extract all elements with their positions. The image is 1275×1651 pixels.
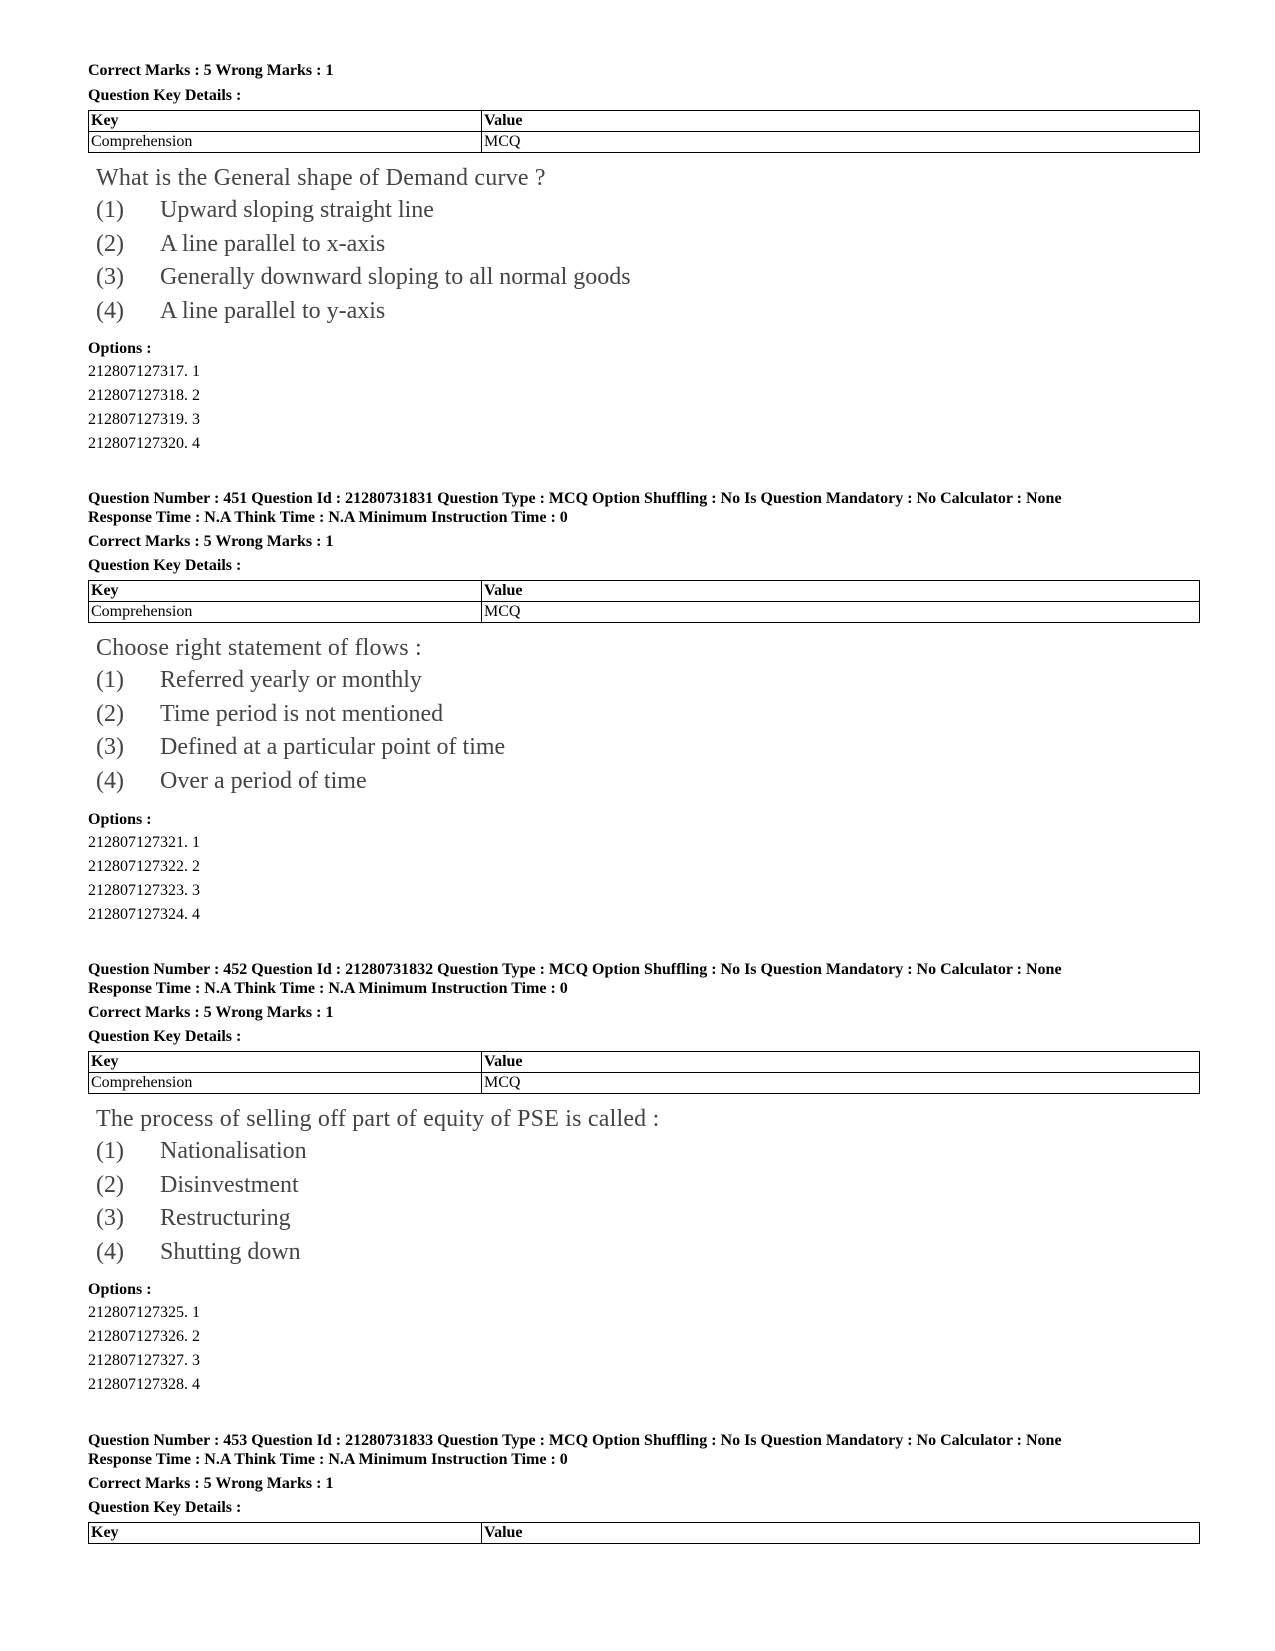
choice-number: (1) — [96, 667, 124, 693]
option-id: 212807127323. 3 — [88, 882, 200, 899]
choice-text: Defined at a particular point of time — [160, 734, 506, 760]
choice-text: Nationalisation — [160, 1138, 307, 1164]
table-header-value: Value — [482, 111, 1200, 132]
option-id: 212807127321. 1 — [88, 834, 200, 851]
choice-item — [96, 731, 505, 765]
table-cell-key: Comprehension — [89, 602, 482, 623]
table-cell-key: Comprehension — [89, 132, 482, 153]
options-label: Options : — [88, 811, 152, 828]
key-details-table — [88, 1051, 1200, 1094]
choice-text: Time period is not mentioned — [160, 700, 444, 727]
question-stem: Choose right statement of flows : — [96, 635, 422, 661]
choice-number: (1) — [96, 1138, 124, 1164]
question-image — [96, 1103, 659, 1269]
choice-text: A line parallel to y-axis — [160, 297, 386, 324]
table-header-key: Key — [89, 111, 482, 132]
question-stem: What is the General shape of Demand curve ? — [96, 165, 546, 191]
choice-number: (4) — [96, 297, 124, 324]
option-id: 212807127320. 4 — [88, 435, 200, 452]
marks-line: Correct Marks : 5 Wrong Marks : 1 — [88, 533, 334, 550]
question-timing-line: Response Time : N.A Think Time : N.A Minimum Instruction Time : 0 — [88, 1451, 568, 1468]
option-id: 212807127322. 2 — [88, 858, 200, 875]
choice-number: (4) — [96, 1238, 124, 1265]
choice-item — [96, 194, 631, 228]
key-details-label: Question Key Details : — [88, 1499, 242, 1516]
choice-item — [96, 1135, 659, 1169]
question-timing-line: Response Time : N.A Think Time : N.A Minimum Instruction Time : 0 — [88, 980, 568, 997]
marks-line: Correct Marks : 5 Wrong Marks : 1 — [88, 1475, 334, 1492]
question-header-line: Question Number : 451 Question Id : 21280731831 Question Type : MCQ Option Shuffling : No Is Question Mandatory : No Calculator : None — [88, 490, 1062, 507]
question-header-line: Question Number : 452 Question Id : 21280731832 Question Type : MCQ Option Shuffling : No Is Question Mandatory : No Calculator : None — [88, 961, 1062, 978]
key-details-label: Question Key Details : — [88, 557, 242, 574]
question-image — [96, 162, 631, 328]
option-id: 212807127325. 1 — [88, 1304, 200, 1321]
choice-number: (4) — [96, 767, 124, 794]
key-details-label: Question Key Details : — [88, 87, 242, 104]
table-header-value: Value — [482, 581, 1200, 602]
question-timing-line: Response Time : N.A Think Time : N.A Minimum Instruction Time : 0 — [88, 509, 568, 526]
option-id: 212807127319. 3 — [88, 411, 200, 428]
option-id: 212807127326. 2 — [88, 1328, 200, 1345]
choice-text: Generally downward sloping to all normal goods — [160, 264, 631, 290]
choice-text: A line parallel to x-axis — [160, 230, 386, 257]
option-id: 212807127324. 4 — [88, 906, 200, 923]
key-details-table — [88, 110, 1200, 153]
table-header-value: Value — [482, 1052, 1200, 1073]
choice-text: Disinvestment — [160, 1171, 299, 1198]
key-details-label: Question Key Details : — [88, 1028, 242, 1045]
choice-number: (3) — [96, 734, 124, 760]
option-id: 212807127317. 1 — [88, 363, 200, 380]
options-label: Options : — [88, 340, 152, 357]
choice-item — [96, 765, 505, 799]
choice-number: (1) — [96, 197, 124, 223]
choice-item — [96, 1236, 659, 1270]
marks-line: Correct Marks : 5 Wrong Marks : 1 — [88, 62, 334, 79]
question-header-line: Question Number : 453 Question Id : 21280731833 Question Type : MCQ Option Shuffling : No Is Question Mandatory : No Calculator : None — [88, 1432, 1062, 1449]
table-cell-value: MCQ — [482, 1073, 1200, 1094]
options-label: Options : — [88, 1281, 152, 1298]
choice-number: (3) — [96, 1205, 124, 1231]
table-cell-value: MCQ — [482, 132, 1200, 153]
table-header-key: Key — [89, 1523, 482, 1544]
option-id: 212807127327. 3 — [88, 1352, 200, 1369]
choice-item — [96, 295, 631, 329]
choice-text: Restructuring — [160, 1205, 291, 1231]
choice-number: (2) — [96, 230, 124, 257]
question-image — [96, 632, 505, 798]
table-cell-value: MCQ — [482, 602, 1200, 623]
question-stem: The process of selling off part of equity of PSE is called : — [96, 1106, 660, 1132]
choice-item — [96, 261, 631, 295]
choice-item — [96, 664, 505, 698]
table-cell-key: Comprehension — [89, 1073, 482, 1094]
choice-item — [96, 228, 631, 262]
choice-text: Over a period of time — [160, 767, 367, 794]
key-details-table — [88, 1522, 1200, 1544]
choice-number: (2) — [96, 700, 124, 727]
choice-text: Referred yearly or monthly — [160, 667, 422, 693]
table-header-key: Key — [89, 581, 482, 602]
table-header-value: Value — [482, 1523, 1200, 1544]
choice-text: Shutting down — [160, 1238, 301, 1265]
choice-number: (3) — [96, 264, 124, 290]
key-details-table — [88, 580, 1200, 623]
marks-line: Correct Marks : 5 Wrong Marks : 1 — [88, 1004, 334, 1021]
choice-text: Upward sloping straight line — [160, 197, 434, 223]
choice-item — [96, 698, 505, 732]
option-id: 212807127318. 2 — [88, 387, 200, 404]
choice-number: (2) — [96, 1171, 124, 1198]
option-id: 212807127328. 4 — [88, 1376, 200, 1393]
choice-item — [96, 1202, 659, 1236]
choice-item — [96, 1169, 659, 1203]
table-header-key: Key — [89, 1052, 482, 1073]
